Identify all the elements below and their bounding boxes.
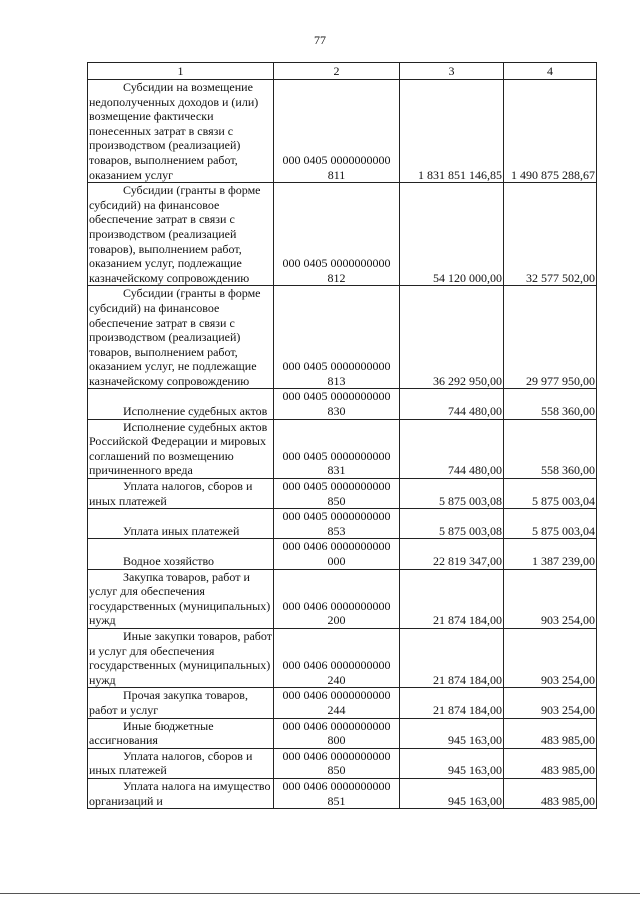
row-value-col4: 903 254,00 <box>504 569 597 628</box>
row-name-cell <box>88 183 274 286</box>
row-value-col4: 5 875 003,04 <box>504 509 597 539</box>
table-row <box>88 628 597 687</box>
row-name-cell <box>88 539 274 569</box>
row-code-line1: 000 0406 0000000000 <box>282 539 391 554</box>
row-name: Прочая закупка товаров, работ и услуг <box>89 688 248 717</box>
column-header: 2 <box>274 63 400 80</box>
row-code-cell <box>274 778 400 808</box>
row-code-line1: 000 0406 0000000000 <box>282 718 391 733</box>
table-row <box>88 389 597 419</box>
table-row <box>88 778 597 808</box>
row-code-line2: 850 <box>327 493 346 508</box>
row-name: Исполнение судебных актов <box>123 404 268 419</box>
table-row <box>88 286 597 389</box>
row-value-col3: 22 819 347,00 <box>400 539 504 569</box>
row-value-col3: 945 163,00 <box>400 718 504 748</box>
row-name-cell <box>88 509 274 539</box>
row-code-line1: 000 0405 0000000000 <box>282 389 391 404</box>
row-code-line2: 240 <box>327 672 346 687</box>
row-code-cell <box>274 509 400 539</box>
row-name-cell <box>88 688 274 718</box>
row-code-cell <box>274 389 400 419</box>
row-name-cell <box>88 748 274 778</box>
row-code-line2: 812 <box>327 270 346 285</box>
row-code-line1: 000 0406 0000000000 <box>282 598 391 613</box>
row-name: Иные бюджетные ассигнования <box>89 718 214 748</box>
row-value-col3: 21 874 184,00 <box>400 569 504 628</box>
table-row <box>88 509 597 539</box>
row-name-cell <box>88 628 274 687</box>
table-row <box>88 718 597 748</box>
page-number: 77 <box>314 33 326 47</box>
table-row <box>88 419 597 478</box>
row-name-cell <box>88 80 274 183</box>
row-value-col4: 903 254,00 <box>504 628 597 687</box>
row-name: Субсидии (гранты в форме субсидий) на финансовое обеспечение затрат в связи с производством (реализацией товаров), выполнением работ, оказанием услуг, подлежащие казначейскому сопровождению <box>89 183 261 285</box>
row-value-col4: 32 577 502,00 <box>504 183 597 286</box>
row-code-line2: 831 <box>327 463 346 478</box>
row-name: Водное хозяйство <box>123 554 215 568</box>
row-code-cell <box>274 748 400 778</box>
row-name: Уплата налогов, сборов и иных платежей <box>89 479 253 508</box>
row-code-line2: 200 <box>327 613 346 628</box>
row-code-line2: 813 <box>327 373 346 388</box>
row-code-line1: 000 0405 0000000000 <box>282 448 391 463</box>
row-name: Субсидии (гранты в форме субсидий) на финансовое обеспечение затрат в связи с производством (реализацией) товаров, выполнением работ, оказанием услуг, не подлежащие казначейскому сопровождению <box>89 286 261 388</box>
row-value-col3: 945 163,00 <box>400 778 504 808</box>
row-code-line1: 000 0405 0000000000 <box>282 152 391 167</box>
row-value-col3: 744 480,00 <box>400 389 504 419</box>
row-value-col3: 54 120 000,00 <box>400 183 504 286</box>
row-code-cell <box>274 539 400 569</box>
column-header: 1 <box>88 63 274 80</box>
row-code-cell <box>274 718 400 748</box>
row-value-col4: 5 875 003,04 <box>504 479 597 509</box>
row-name: Субсидии на возмещение недополученных доходов и (или) возмещение фактически понесенных затрат в связи с производством (реализацией) товаров, выполнением работ, оказанием услуг <box>89 80 259 182</box>
row-code-line2: 000 <box>327 554 346 568</box>
row-code-line2: 851 <box>327 793 346 808</box>
row-code-line1: 000 0406 0000000000 <box>282 688 391 703</box>
row-value-col3: 5 875 003,08 <box>400 509 504 539</box>
row-name-cell <box>88 389 274 419</box>
row-name: Иные закупки товаров, работ и услуг для обеспечения государственных (муниципальных) нужд <box>89 628 272 687</box>
row-code-line1: 000 0406 0000000000 <box>282 778 391 793</box>
row-code-line1: 000 0406 0000000000 <box>282 748 391 763</box>
row-value-col3: 945 163,00 <box>400 748 504 778</box>
row-value-col4: 903 254,00 <box>504 688 597 718</box>
row-value-col3: 21 874 184,00 <box>400 628 504 687</box>
table-row <box>88 539 597 569</box>
row-value-col4: 1 490 875 288,67 <box>504 80 597 183</box>
row-code-line1: 000 0405 0000000000 <box>282 359 391 374</box>
row-name-cell <box>88 569 274 628</box>
table-row <box>88 183 597 286</box>
row-value-col4: 29 977 950,00 <box>504 286 597 389</box>
budget-table <box>87 62 597 809</box>
row-code-line1: 000 0405 0000000000 <box>282 479 391 494</box>
row-value-col3: 21 874 184,00 <box>400 688 504 718</box>
row-value-col3: 1 831 851 146,85 <box>400 80 504 183</box>
page-edge-line <box>0 893 640 894</box>
row-code-line2: 830 <box>327 404 346 419</box>
table-row <box>88 80 597 183</box>
row-name-cell <box>88 419 274 478</box>
row-name: Закупка товаров, работ и услуг для обеспечения государственных (муниципальных) нужд <box>89 569 271 628</box>
row-value-col4: 558 360,00 <box>504 419 597 478</box>
row-code-cell <box>274 183 400 286</box>
row-code-line1: 000 0405 0000000000 <box>282 509 391 524</box>
row-name: Уплата налогов, сборов и иных платежей <box>89 748 253 778</box>
table-row <box>88 569 597 628</box>
row-code-line2: 800 <box>327 733 346 748</box>
column-header: 4 <box>504 63 597 80</box>
row-code-line2: 244 <box>327 702 346 717</box>
column-header: 3 <box>400 63 504 80</box>
table-row <box>88 748 597 778</box>
table-header-row <box>88 63 597 80</box>
row-value-col3: 5 875 003,08 <box>400 479 504 509</box>
row-code-line2: 853 <box>327 523 346 538</box>
row-name: Исполнение судебных актов Российской Федерации и мировых соглашений по возмещению причиненного вреда <box>89 419 268 478</box>
row-value-col4: 483 985,00 <box>504 718 597 748</box>
row-code-cell <box>274 628 400 687</box>
row-name-cell <box>88 286 274 389</box>
row-name-cell <box>88 479 274 509</box>
row-value-col3: 744 480,00 <box>400 419 504 478</box>
row-code-line1: 000 0405 0000000000 <box>282 256 391 271</box>
row-code-cell <box>274 688 400 718</box>
row-code-cell <box>274 419 400 478</box>
row-code-line2: 811 <box>327 167 346 182</box>
row-value-col3: 36 292 950,00 <box>400 286 504 389</box>
row-code-line1: 000 0406 0000000000 <box>282 658 391 673</box>
table-row <box>88 688 597 718</box>
row-name: Уплата налога на имущество организаций и <box>89 778 271 808</box>
row-name-cell <box>88 778 274 808</box>
row-value-col4: 483 985,00 <box>504 748 597 778</box>
row-code-line2: 850 <box>327 763 346 778</box>
table-row <box>88 479 597 509</box>
row-name: Уплата иных платежей <box>123 523 240 538</box>
row-code-cell <box>274 80 400 183</box>
row-value-col4: 1 387 239,00 <box>504 539 597 569</box>
row-code-cell <box>274 479 400 509</box>
row-code-cell <box>274 286 400 389</box>
row-value-col4: 558 360,00 <box>504 389 597 419</box>
row-code-cell <box>274 569 400 628</box>
row-name-cell <box>88 718 274 748</box>
row-value-col4: 483 985,00 <box>504 778 597 808</box>
